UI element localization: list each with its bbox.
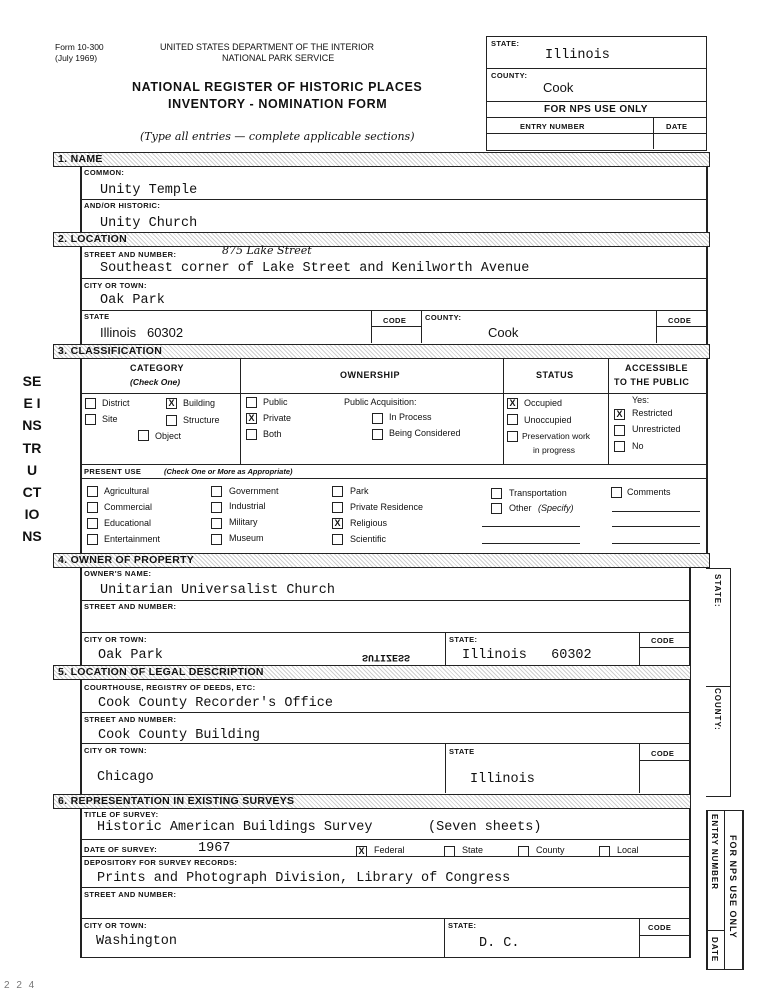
city-value: Oak Park (100, 293, 165, 308)
survey-code-label: CODE (648, 923, 672, 932)
legal-city-value: Chicago (97, 770, 154, 785)
label-state: State (462, 845, 484, 855)
checkbox-unoccupied[interactable] (507, 414, 518, 425)
label-public: Public (263, 397, 288, 407)
label-in-process: In Process (389, 412, 432, 422)
side-state-label: STATE: (491, 39, 520, 48)
label-occupied: Occupied (524, 398, 563, 408)
checkbox-unrestricted[interactable] (614, 425, 625, 436)
access-header-2: TO THE PUBLIC (614, 377, 690, 387)
label-comments: Comments (627, 487, 671, 497)
checkbox-structure[interactable] (166, 415, 177, 426)
owner-city-value: Oak Park (98, 648, 163, 663)
label-local: Local (617, 845, 639, 855)
checkbox-educational[interactable] (87, 518, 98, 529)
label-transportation: Transportation (509, 488, 567, 498)
form-number: Form 10-300 (55, 42, 104, 52)
legal-street-value: Cook County Building (98, 728, 261, 743)
checkbox-public[interactable] (246, 397, 257, 408)
label-religious: Religious (350, 518, 388, 528)
label-no: No (632, 441, 644, 451)
city-label: CITY OR TOWN: (84, 281, 147, 290)
checkbox-building[interactable]: X (166, 398, 177, 409)
see-instructions-margin: SEE INSTRUCTIONS (22, 373, 42, 545)
checkbox-agricultural[interactable] (87, 486, 98, 497)
right-date-label: DATE (710, 937, 719, 963)
side-county-value: Cook (543, 80, 574, 95)
checkbox-site[interactable] (85, 414, 96, 425)
survey-date-value: 1967 (198, 841, 231, 856)
right-nps-label: FOR NPS USE ONLY (728, 835, 738, 939)
checkbox-government[interactable] (211, 486, 222, 497)
legal-state-value: Illinois (470, 772, 535, 787)
courthouse-label: COURTHOUSE, REGISTRY OF DEEDS, ETC: (84, 683, 256, 692)
form-title: NATIONAL REGISTER OF HISTORIC PLACES (132, 80, 423, 94)
access-header-1: ACCESSIBLE (625, 363, 689, 373)
section-5-bar (53, 665, 691, 680)
checkbox-comments[interactable] (611, 487, 622, 498)
historic-value: Unity Church (100, 216, 198, 231)
entry-number-label: ENTRY NUMBER (520, 122, 585, 131)
label-other: Other (509, 503, 532, 513)
owner-state-label: STATE: (449, 635, 478, 644)
label-public-acquisition: Public Acquisition: (344, 397, 417, 407)
right-county-label: COUNTY: (713, 688, 722, 731)
survey-sheets: (Seven sheets) (428, 820, 542, 835)
location-state-value: Illinois 60302 (100, 325, 184, 340)
section-4-bar (53, 553, 710, 568)
legal-code-label: CODE (651, 749, 675, 758)
courthouse-value: Cook County Recorder's Office (98, 696, 333, 711)
label-government: Government (229, 486, 279, 496)
section-3-title: 3. CLASSIFICATION (58, 345, 163, 357)
owner-name-value: Unitarian Universalist Church (100, 583, 335, 598)
location-county-value: Cook (488, 325, 519, 340)
checkbox-museum[interactable] (211, 534, 222, 545)
survey-state-value: D. C. (479, 936, 520, 951)
checkbox-in-process[interactable] (372, 413, 383, 424)
location-state-label: STATE (84, 312, 110, 321)
checkbox-industrial[interactable] (211, 502, 222, 513)
legal-city-label: CITY OR TOWN: (84, 746, 147, 755)
label-building: Building (183, 398, 216, 408)
side-county-label: COUNTY: (491, 71, 528, 80)
label-commercial: Commercial (104, 502, 153, 512)
label-in-progress: in progress (533, 445, 576, 455)
present-use-hint: (Check One or More as Appropriate) (164, 467, 293, 476)
location-code2-label: CODE (668, 316, 692, 325)
owner-city-label: CITY OR TOWN: (84, 635, 147, 644)
checkbox-park[interactable] (332, 486, 343, 497)
survey-city-value: Washington (96, 934, 178, 949)
date-label: DATE (666, 122, 688, 131)
label-yes: Yes: (632, 395, 650, 405)
depository-value: Prints and Photograph Division, Library of Congress (97, 871, 511, 886)
checkbox-transportation[interactable] (491, 488, 502, 499)
survey-street-label: STREET AND NUMBER: (84, 890, 177, 899)
checkbox-district[interactable] (85, 398, 96, 409)
instructions-line: (Type all entries — complete applicable sections) (140, 130, 415, 143)
ownership-header: OWNERSHIP (340, 370, 401, 380)
label-industrial: Industrial (229, 501, 266, 511)
depository-label: DEPOSITORY FOR SURVEY RECORDS: (84, 858, 238, 867)
label-other-hint: (Specify) (538, 503, 574, 513)
label-preservation: Preservation work (522, 431, 591, 441)
checkbox-both[interactable] (246, 429, 257, 440)
common-label: COMMON: (84, 168, 125, 177)
status-header: STATUS (536, 370, 574, 380)
category-header: CATEGORY (130, 363, 185, 373)
label-agricultural: Agricultural (104, 486, 150, 496)
label-federal: Federal (374, 845, 405, 855)
owner-code-label: CODE (651, 636, 675, 645)
section-2-bar (53, 232, 710, 247)
section-6-bar (53, 794, 691, 809)
checkbox-military[interactable] (211, 518, 222, 529)
survey-title-value: Historic American Buildings Survey (97, 820, 373, 835)
legal-street-label: STREET AND NUMBER: (84, 715, 177, 724)
form-date: (July 1969) (55, 53, 98, 63)
category-subheader: (Check One) (130, 377, 181, 387)
inner-right-border (689, 568, 691, 958)
checkbox-private[interactable]: X (246, 413, 257, 424)
label-educational: Educational (104, 518, 152, 528)
legal-state-label: STATE (449, 747, 475, 756)
checkbox-being-considered[interactable] (372, 429, 383, 440)
form-subtitle: INVENTORY - NOMINATION FORM (168, 97, 388, 111)
label-private: Private (263, 413, 292, 423)
location-county-label: COUNTY: (425, 313, 462, 322)
label-site: Site (102, 414, 118, 424)
survey-city-label: CITY OR TOWN: (84, 921, 147, 930)
street-label: STREET AND NUMBER: (84, 250, 177, 259)
label-structure: Structure (183, 415, 220, 425)
section-2-title: 2. LOCATION (58, 233, 128, 245)
label-restricted: Restricted (632, 408, 673, 418)
section-4-title: 4. OWNER OF PROPERTY (58, 554, 195, 566)
street-value: Southeast corner of Lake Street and Kenilworth Avenue (100, 261, 530, 276)
common-value: Unity Temple (100, 183, 198, 198)
location-code-label: CODE (383, 316, 407, 325)
handwritten-street: 875 Lake Street (222, 244, 312, 257)
checkbox-private-residence[interactable] (332, 502, 343, 513)
label-both: Both (263, 429, 282, 439)
footer-mark: 2 2 4 (4, 980, 37, 991)
side-state-value: Illinois (545, 48, 610, 63)
label-district: District (102, 398, 130, 408)
checkbox-commercial[interactable] (87, 502, 98, 513)
checkbox-object[interactable] (138, 430, 149, 441)
owner-state-value: Illinois 60302 (462, 648, 592, 663)
label-private-residence: Private Residence (350, 502, 424, 512)
checkbox-federal[interactable]: X (356, 846, 367, 857)
checkbox-no[interactable] (614, 441, 625, 452)
present-use-label: PRESENT USE (84, 467, 142, 476)
label-entertainment: Entertainment (104, 534, 161, 544)
frame-right-upper (706, 165, 708, 568)
label-object: Object (155, 431, 182, 441)
label-unrestricted: Unrestricted (632, 424, 681, 434)
section-5-title: 5. LOCATION OF LEGAL DESCRIPTION (58, 666, 264, 678)
checkbox-entertainment[interactable] (87, 534, 98, 545)
label-county: County (536, 845, 565, 855)
survey-title-label: TITLE OF SURVEY: (84, 810, 159, 819)
owner-street-label: STREET AND NUMBER: (84, 602, 177, 611)
survey-state-label: STATE: (448, 921, 477, 930)
checkbox-restricted[interactable]: X (614, 409, 625, 420)
checkbox-preservation[interactable] (507, 431, 518, 442)
section-1-title: 1. NAME (58, 153, 103, 165)
section-3-bar (53, 344, 710, 359)
label-unoccupied: Unoccupied (524, 415, 572, 425)
checkbox-occupied[interactable]: X (507, 398, 518, 409)
label-being-considered: Being Considered (389, 428, 461, 438)
label-park: Park (350, 486, 369, 496)
mirrored-stamp: SUTIZESS (362, 651, 411, 662)
label-scientific: Scientific (350, 534, 387, 544)
checkbox-religious[interactable]: X (332, 518, 343, 529)
right-state-label: STATE: (713, 574, 722, 608)
department: UNITED STATES DEPARTMENT OF THE INTERIOR (160, 42, 375, 52)
owner-name-label: OWNER'S NAME: (84, 569, 152, 578)
section-1-bar (53, 152, 710, 167)
right-entry-number-label: ENTRY NUMBER (710, 814, 719, 891)
survey-date-label: DATE OF SURVEY: (84, 845, 158, 854)
checkbox-scientific[interactable] (332, 534, 343, 545)
historic-label: AND/OR HISTORIC: (84, 201, 161, 210)
nps-use-only: FOR NPS USE ONLY (544, 104, 648, 115)
section-6-title: 6. REPRESENTATION IN EXISTING SURVEYS (58, 795, 295, 807)
checkbox-other[interactable] (491, 503, 502, 514)
service: NATIONAL PARK SERVICE (222, 53, 335, 63)
label-military: Military (229, 517, 258, 527)
label-museum: Museum (229, 533, 264, 543)
